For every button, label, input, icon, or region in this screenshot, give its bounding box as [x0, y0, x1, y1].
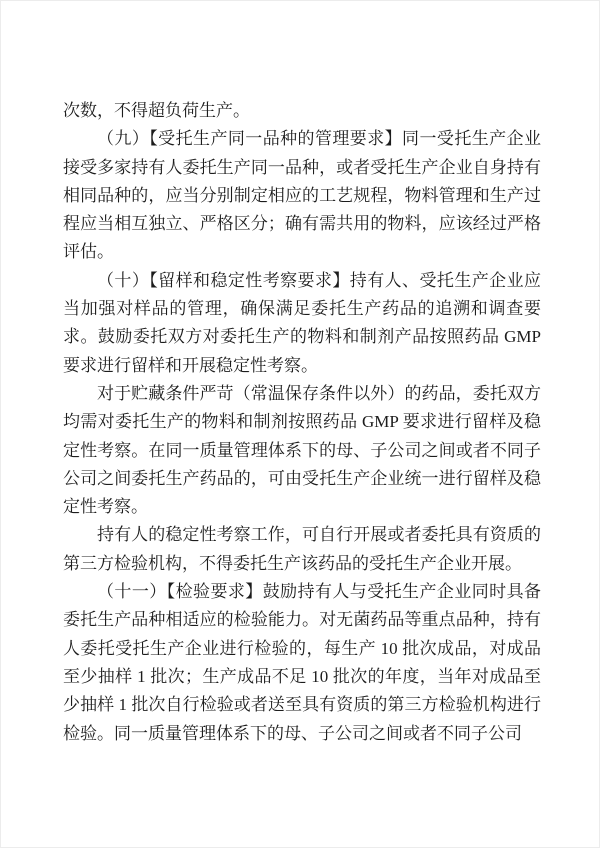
paragraph-clause-10-stability: 持有人的稳定性考察工作，可自行开展或者委托具有资质的第三方检验机构，不得委托生产该药品的受托生产企业开展。 [63, 525, 541, 573]
document-body-text [63, 97, 541, 748]
paragraph-clause-10-storage: 对于贮藏条件严苛（常温保存条件以外）的药品，委托双方均需对委托生产的物料和制剂按照药品 GMP 要求进行留样及稳定性考察。在同一质量管理体系下的母、子公司之间或者不同子公司之间委托生产药品的，可由受托生产企业统一进行留样及稳定性考察。 [63, 383, 541, 517]
paragraph-clause-10: （十）【留样和稳定性考察要求】持有人、受托生产企业应当加强对样品的管理，确保满足委托生产药品的追溯和调查要求。鼓励委托双方对委托生产的物料和制剂产品按照药品 GMP 要求进行留样和开展稳定性考察。 [63, 270, 541, 375]
paragraph-clause-9: （九）【受托生产同一品种的管理要求】同一受托生产企业接受多家持有人委托生产同一品种，或者受托生产企业自身持有相同品种的，应当分别制定相应的工艺规程，物料管理和生产过程应当相互独立、严格区分；确有需共用的物料，应该经过严格评估。 [63, 129, 541, 262]
paragraph-clause-11: （十一）【检验要求】鼓励持有人与受托生产企业同时具备委托生产品种相适应的检验能力。对无菌药品等重点品种，持有人委托受托生产企业进行检验的，每生产 10 批次成品，对成品至少抽样 1 批次；生产成品不足 10 批次的年度，当年对成品至少抽样 1 批次自行检验或者送至具有资质的第三方检验机构进行检验。同一质量管理体系下的母、子公司之间或者不同子公司 [63, 582, 541, 743]
paragraph-continuation: 次数，不得超负荷生产。 [63, 101, 250, 120]
